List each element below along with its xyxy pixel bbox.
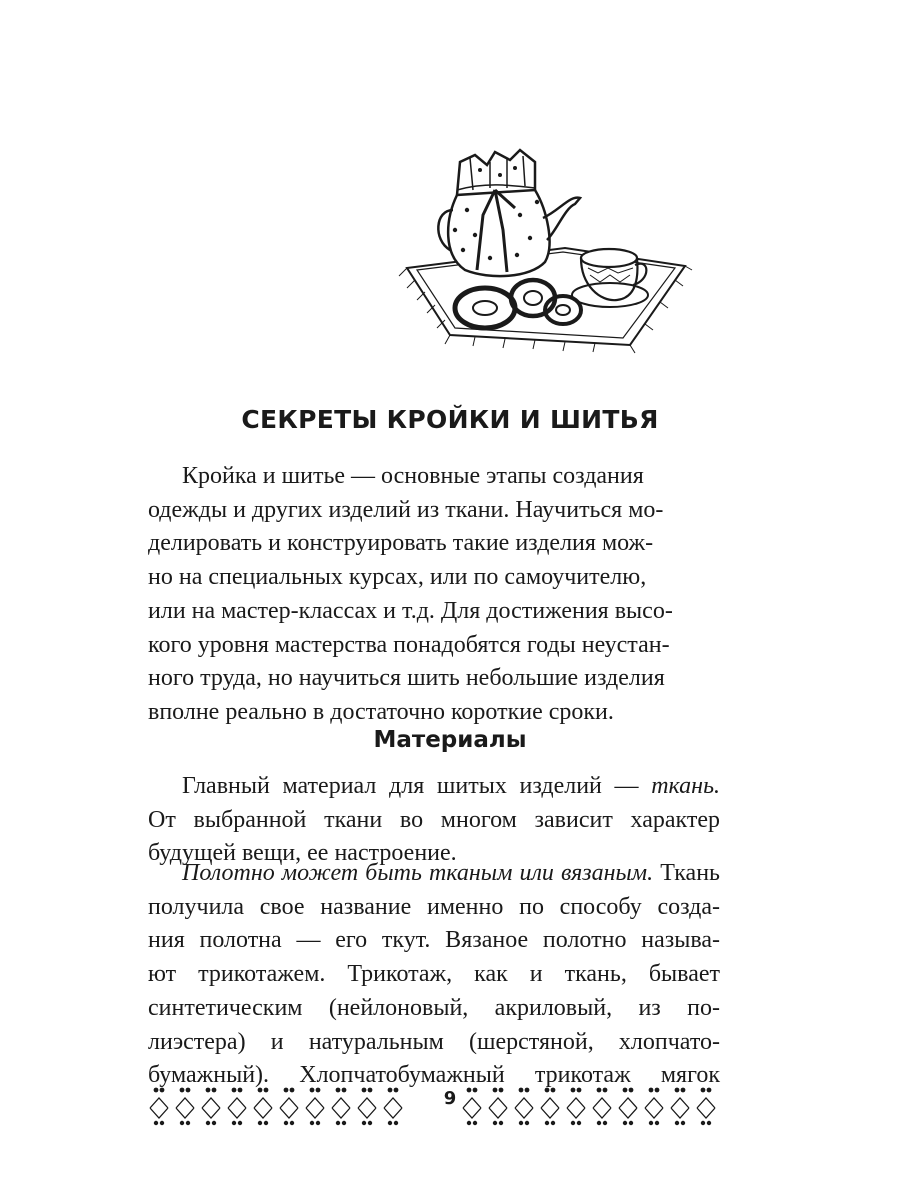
section-title: Материалы <box>373 727 527 753</box>
fabric-line <box>148 857 720 891</box>
page-title: СЕКРЕТЫ КРОЙКИ И ШИТЬЯ <box>241 405 659 434</box>
intro-line: Кройка и шитье — основные этапы создания <box>182 463 644 489</box>
fabric-emphasis: Полотно может быть тканым или вязаным. <box>182 860 654 886</box>
fabric-line: бумажный). Хлопчатобумажный трикотаж мягок <box>148 1062 720 1089</box>
fabric-line: ния полотна — его ткут. Вязаное полотно называ- <box>148 927 720 954</box>
materials-line <box>148 770 720 804</box>
intro-line: кого уровня мастерства понадобятся годы неустан- <box>148 631 670 658</box>
intro-paragraph <box>148 460 720 730</box>
fabric-line: лиэстера) и натуральным (шерстяной, хлопчато- <box>148 1028 720 1055</box>
intro-line: делировать и конструировать такие изделия мож- <box>148 530 654 557</box>
fabric-paragraph <box>148 857 720 1093</box>
intro-line: вполне реально в достаточно короткие сроки. <box>148 698 614 725</box>
fabric-line: ют трикотажем. Трикотаж, как и ткань, бывает <box>148 961 720 988</box>
materials-line-text: Главный материал для шитых изделий — <box>182 773 652 799</box>
materials-paragraph <box>148 770 720 871</box>
fabric-line: синтетическим (нейлоновый, акриловый, из по- <box>148 994 720 1021</box>
intro-line: или на мастер-классах и т.д. Для достижения высо- <box>148 597 673 624</box>
intro-line: ного труда, но научиться шить небольшие изделия <box>148 665 665 692</box>
materials-emphasis: ткань. <box>651 773 720 799</box>
teapot-illustration <box>395 140 695 380</box>
fabric-line-text: Ткань <box>653 860 720 886</box>
fabric-line: получила свое название именно по способу созда- <box>148 893 720 920</box>
intro-line: но на специальных курсах, или по самоучителю, <box>148 564 647 591</box>
materials-line: будущей вещи, ее настроение. <box>148 840 457 867</box>
intro-line: одежды и других изделий из ткани. Научиться мо- <box>148 496 664 523</box>
page-number: 9 <box>443 1088 457 1109</box>
materials-line: От выбранной ткани во многом зависит характер <box>148 806 720 833</box>
